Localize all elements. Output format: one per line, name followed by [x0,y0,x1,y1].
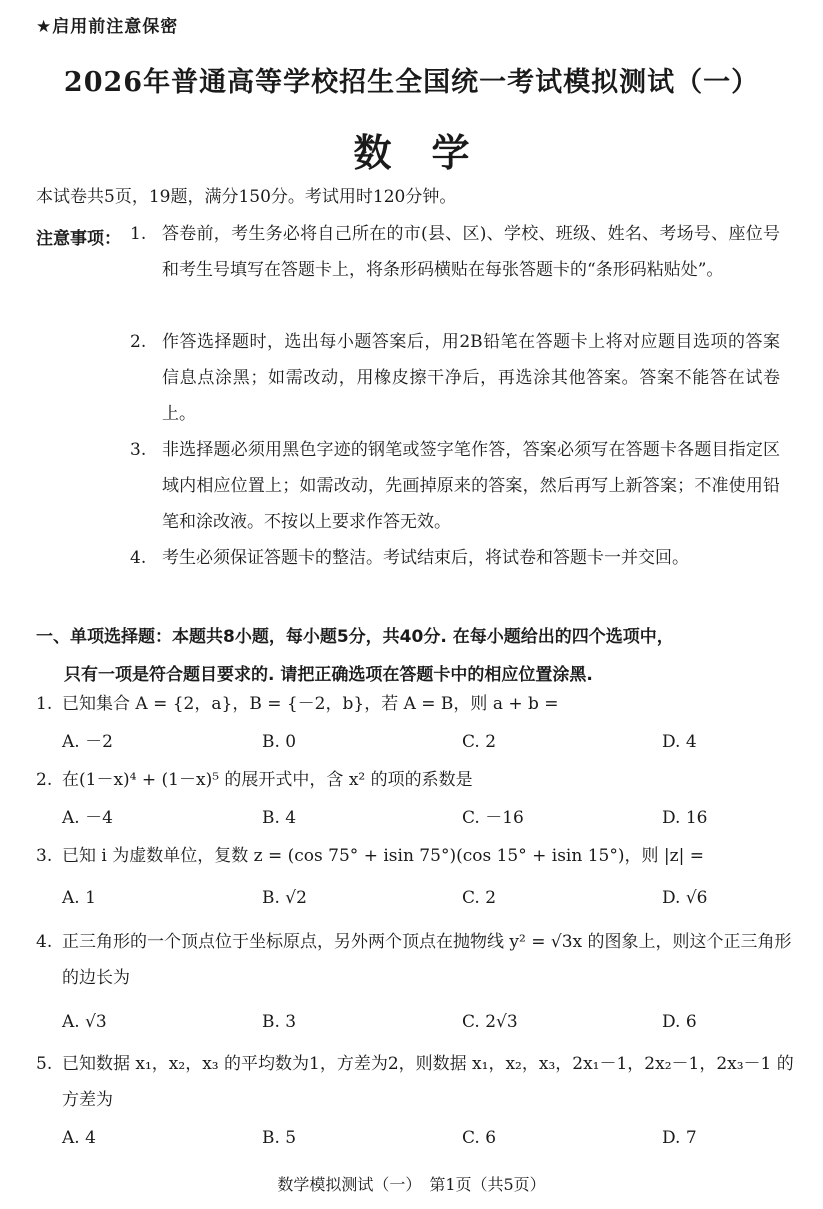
question-number: 2. [36,770,53,790]
notice-item-text: 作答选择题时，选出每小题答案后，用2B铅笔在答题卡上将对应题目选项的答案信息点涂黑；如需改动，用橡皮擦干净后，再选涂其他答案。答案不能答在试卷上。 [162,332,780,424]
option-d: D. √6 [662,888,708,908]
question-text: 已知数据 x₁，x₂，x₃ 的平均数为1，方差为2，则数据 x₁，x₂，x₃，2x₁－1，2x₂－1，2x₃－1 的方差为 [62,1054,794,1110]
question-1 [36,686,796,722]
option-a: A. －2 [62,732,113,752]
option-c: C. 2√3 [462,1012,518,1032]
option-d: D. 4 [662,732,697,752]
option-a: A. √3 [62,1012,107,1032]
question-3-options [62,880,782,916]
question-5 [36,1046,796,1118]
question-2 [36,762,796,798]
notice-item [130,216,780,288]
question-text: 已知集合 A = {2，a}，B = {－2，b}，若 A = B，则 a + b = [62,694,559,714]
notice-item-text: 非选择题必须用黑色字迹的钢笔或签字笔作答，答案必须写在答题卡各题目指定区域内相应位置上；如需改动，先画掉原来的答案，然后再写上新答案；不准使用铅笔和涂改液。不按以上要求作答无效。 [162,440,780,532]
question-2-options [62,800,782,836]
question-text: 已知 i 为虚数单位，复数 z = (cos 75° + isin 75°)(cos 15° + isin 15°)，则 |z| = [62,846,704,866]
question-5-options [62,1120,782,1156]
section-header [36,618,791,694]
notice-item-number: 4. [130,548,147,568]
notice-item-text: 考生必须保证答题卡的整洁。考试结束后，将试卷和答题卡一并交回。 [162,548,689,568]
option-a: A. －4 [62,808,113,828]
question-number: 4. [36,932,53,952]
option-d: D. 6 [662,1012,697,1032]
option-c: C. 6 [462,1128,497,1148]
option-d: D. 16 [662,808,708,828]
page-footer: 数学模拟测试（一） 第1页（共5页） [277,1175,546,1194]
confidential-mark: ★启用前注意保密 [36,17,179,37]
option-a: A. 4 [62,1128,96,1148]
exam-title: 2026年普通高等学校招生全国统一考试模拟测试（一） [63,67,760,98]
question-number: 5. [36,1054,53,1074]
notice-item [130,432,780,540]
notice-item-text: 答卷前，考生务必将自己所在的市(县、区)、学校、班级、姓名、考场号、座位号和考生号填写在答题卡上，将条形码横贴在每张答题卡的“条形码粘贴处”。 [162,224,780,280]
notice-label: 注意事项： [36,229,121,249]
option-b: B. 0 [262,732,297,752]
subject-title: 数学 [353,131,510,175]
question-4 [36,924,796,996]
question-text: 在(1－x)⁴ + (1－x)⁵ 的展开式中，含 x² 的项的系数是 [62,770,473,790]
question-number: 1. [36,694,53,714]
option-d: D. 7 [662,1128,697,1148]
section-header-line1: 一、单项选择题：本题共8小题，每小题5分，共40分. 在每小题给出的四个选项中， [36,627,674,647]
notice-item-number: 3. [130,440,147,460]
notice-item-number: 2. [130,332,147,352]
option-c: C. －16 [462,808,524,828]
option-b: B. 4 [262,808,297,828]
section-header-line2: 只有一项是符合题目要求的. 请把正确选项在答题卡中的相应位置涂黑. [64,665,593,685]
question-3 [36,838,796,874]
question-4-options [62,1004,782,1040]
option-b: B. 3 [262,1012,297,1032]
option-a: A. 1 [62,888,96,908]
option-b: B. 5 [262,1128,297,1148]
question-1-options [62,724,782,760]
question-text: 正三角形的一个顶点位于坐标原点，另外两个顶点在抛物线 y² = √3x 的图象上，则这个正三角形的边长为 [62,932,792,988]
notice-item-number: 1. [130,224,147,244]
option-c: C. 2 [462,888,497,908]
notice-item [130,324,780,432]
question-number: 3. [36,846,53,866]
option-c: C. 2 [462,732,497,752]
option-b: B. √2 [262,888,307,908]
notice-item [130,540,780,576]
exam-intro: 本试卷共5页，19题，满分150分。考试用时120分钟。 [36,187,457,207]
